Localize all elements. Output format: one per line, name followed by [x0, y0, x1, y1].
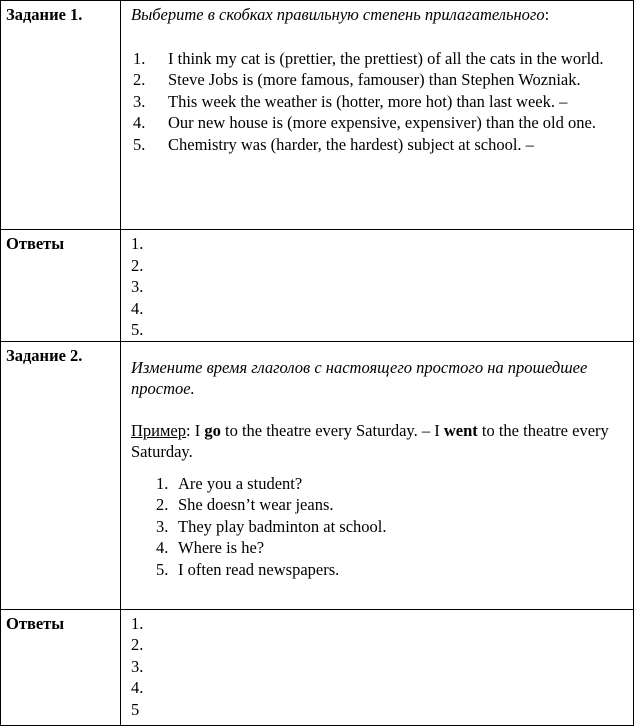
- answer-line: 1.: [131, 234, 144, 253]
- answer-line: 1.: [131, 613, 144, 633]
- task1-item: 3. This week the weather is (hotter, more hot) than last week. –: [133, 91, 568, 111]
- task2-example: Пример: I go to the theatre every Saturday. – I went to the theatre every Saturday.: [131, 420, 609, 461]
- answers2-label: Ответы: [1, 609, 121, 725]
- task2-content: [121, 341, 634, 609]
- answer-line: 5: [131, 699, 140, 719]
- task1-item: 4. Our new house is (more expensive, expensiver) than the old one.: [133, 113, 596, 132]
- task2-row: [1, 341, 634, 609]
- task1-instruction: Выберите в скобках правильную степень прилагательного:: [131, 5, 550, 24]
- task1-item: 2. Steve Jobs is (more famous, famouser) than Stephen Wozniak.: [133, 70, 581, 89]
- task2-item: 5. I often read newspapers.: [156, 559, 340, 579]
- task1-item: 1. I think my cat is (prettier, the prettiest) of all the cats in the world.: [133, 48, 604, 68]
- answer-line: 5.: [131, 320, 144, 339]
- answer-line: 4.: [131, 678, 144, 697]
- task2-item: 1. Are you a student?: [156, 473, 303, 493]
- task1-item: 5. Chemistry was (harder, the hardest) subject at school. –: [133, 134, 534, 154]
- task2-label: Задание 2.: [1, 341, 121, 609]
- answer-line: 4.: [131, 298, 144, 318]
- answer-line: 2.: [131, 635, 144, 654]
- task1-row: [1, 1, 634, 230]
- task2-item: 2. She doesn’t wear jeans.: [156, 495, 334, 514]
- task2-instruction: Измените время глаголов с настоящего простого на прошедшее простое.: [131, 357, 588, 398]
- task2-item: 3. They play badminton at school.: [156, 516, 387, 536]
- answer-line: 3.: [131, 277, 144, 296]
- task1-label: Задание 1.: [1, 1, 121, 230]
- answers2-row: [1, 609, 634, 725]
- answers2-content: [121, 609, 634, 725]
- task2-item: 4. Where is he?: [156, 538, 265, 557]
- task1-content: [121, 1, 634, 230]
- answer-line: 3.: [131, 656, 144, 676]
- answer-line: 2.: [131, 255, 144, 275]
- answers1-content: [121, 230, 634, 342]
- answers1-row: [1, 230, 634, 342]
- answers1-label: Ответы: [1, 230, 121, 342]
